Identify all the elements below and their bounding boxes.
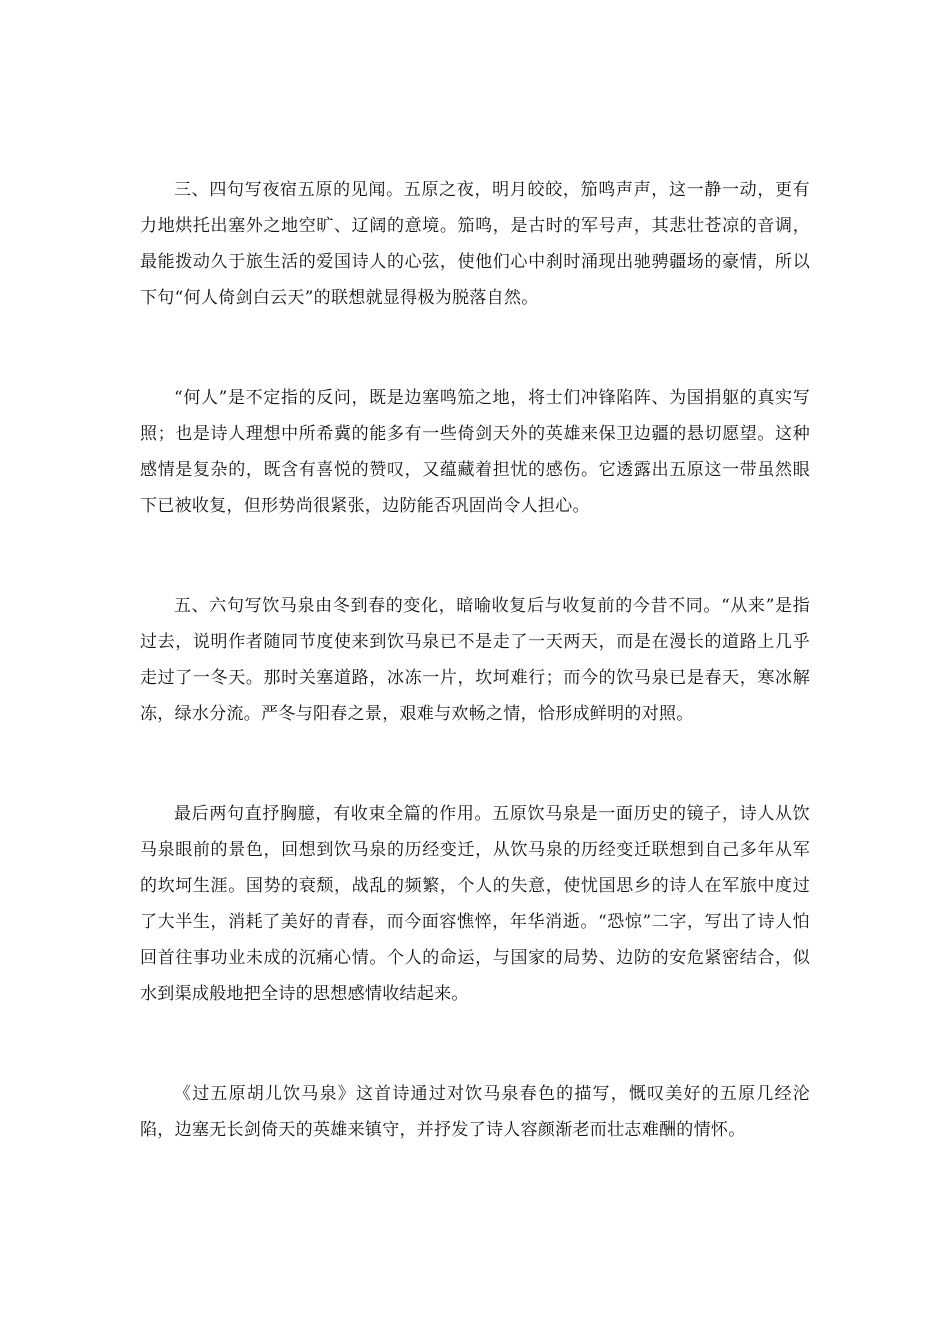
document-body bbox=[140, 172, 810, 1148]
paragraph-winter-to-spring: 五、六句写饮马泉由冬到春的变化，暗喻收复后与收复前的今昔不同。“从来”是指过去，说明作者随同节度使来到饮马泉已不是走了一天两天，而是在漫长的道路上几乎走过了一冬天。那时关塞道路，冰冻一片，坎坷难行；而今的饮马泉已是春天，寒冰解冻，绿水分流。严冬与阳春之景，艰难与欢畅之情，恰形成鲜明的对照。 bbox=[140, 596, 810, 724]
paragraph-summary: 《过五原胡儿饮马泉》这首诗通过对饮马泉春色的描写，慨叹美好的五原几经沦陷，边塞无长剑倚天的英雄来镇守，并抒发了诗人容颜渐老而壮志难酬的情怀。 bbox=[140, 1084, 810, 1140]
paragraph-closing-lines: 最后两句直抒胸臆，有收束全篇的作用。五原饮马泉是一面历史的镜子，诗人从饮马泉眼前的景色，回想到饮马泉的历经变迁，从饮马泉的历经变迁联想到自己多年从军的坎坷生涯。国势的衰颓，战乱的频繁，个人的失意，使忧国思乡的诗人在军旅中度过了大半生，消耗了美好的青春，而今面容憔悴，年华消逝。“恐惊”二字，写出了诗人怕回首往事功业未成的沉痛心情。个人的命运，与国家的局势、边防的安危紧密结合，似水到渠成般地把全诗的思想感情收结起来。 bbox=[140, 804, 810, 1004]
paragraph-night-at-wuyuan: 三、四句写夜宿五原的见闻。五原之夜，明月皎皎，笳鸣声声，这一静一动，更有力地烘托出塞外之地空旷、辽阔的意境。笳鸣，是古时的军号声，其悲壮苍凉的音调，最能拨动久于旅生活的爱国诗人的心弦，使他们心中刹时涌现出驰骋疆场的豪情，所以下句“何人倚剑白云天”的联想就显得极为脱落自然。 bbox=[140, 180, 810, 308]
paragraph-who-question: “何人”是不定指的反问，既是边塞鸣笳之地，将士们冲锋陷阵、为国捐躯的真实写照；也是诗人理想中所希冀的能多有一些倚剑天外的英雄来保卫边疆的悬切愿望。这种感情是复杂的，既含有喜悦的赞叹，又蕴藏着担忧的感伤。它透露出五原这一带虽然眼下已被收复，但形势尚很紧张，边防能否巩固尚令人担心。 bbox=[140, 388, 810, 516]
